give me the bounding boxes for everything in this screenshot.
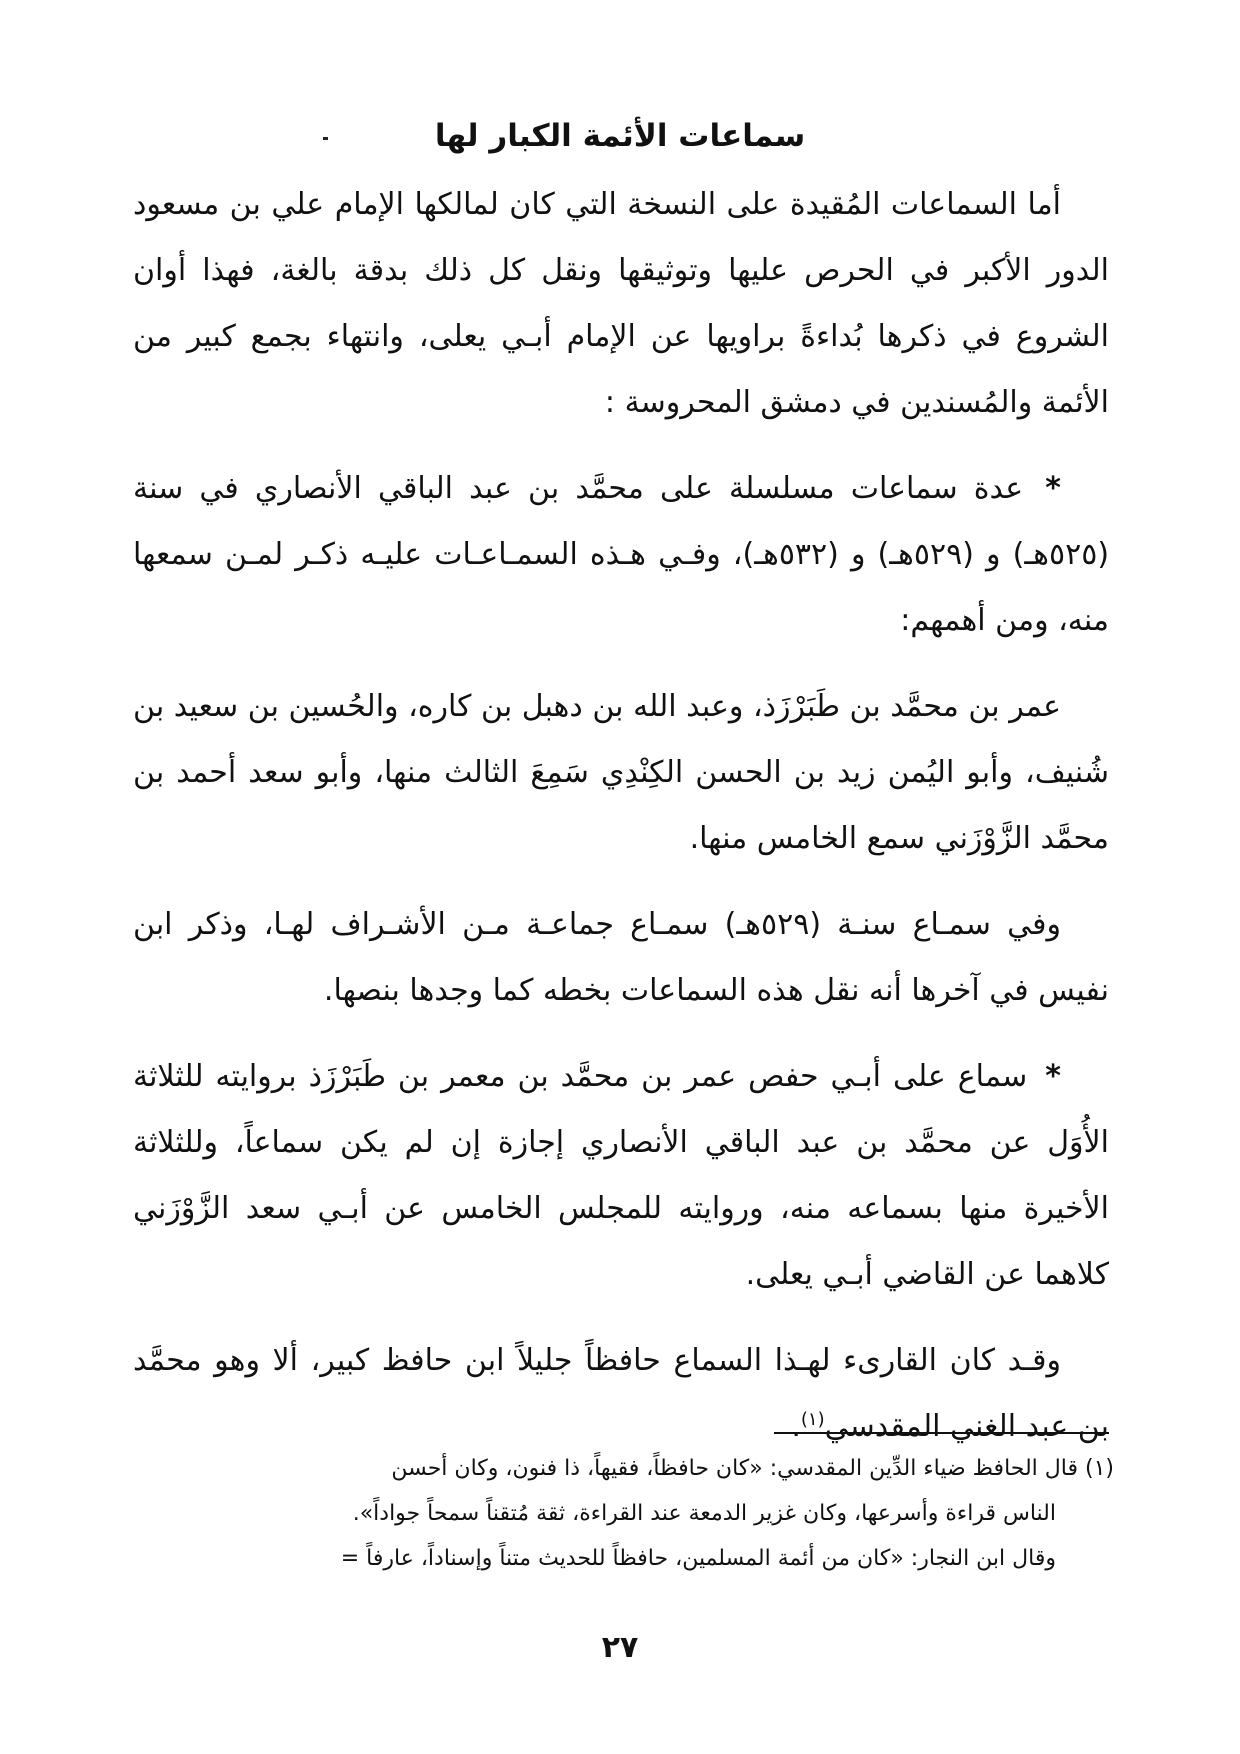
- bullet-asterisk: *: [1045, 1059, 1061, 1094]
- paragraph-text: عدة سماعات مسلسلة على محمَّد بن عبد الباقي الأنصاري في سنة (٥٢٥هـ) و (٥٢٩هـ) و (٥٣٢هـ)، وفـي هـذه السمـاعـات عليـه ذكـر لمـن سمعها منه، ومن أهمهم:: [133, 471, 1110, 638]
- main-text: [133, 172, 1109, 1478]
- paragraph-text: سماع على أبـي حفص عمر بن محمَّد بن معمر بن طَبَرْزَذ بروايته للثلاثة الأُوَل عن محمَّد بن عبد الباقي الأنصاري إجازة إن لم يكن سماعاً، وللثلاثة الأخيرة منها بسماعه منه، وروايته للمجلس الخامس عن أبـي سعد الزَّوْزَني كلاهما عن القاضي أبـي يعلى.: [133, 1059, 1109, 1292]
- paragraph-tabarzad-samaa: [133, 1044, 1109, 1308]
- paragraph-year-529: وفي سمـاع سنـة (٥٢٩هـ) سمـاع جماعـة مـن الأشـراف لهـا، وذكر ابن نفيس في آخرها أنه نقل هذه السماعات بخطه كما وجدها بنصها.: [133, 907, 1109, 1008]
- header-ink-dot: [323, 137, 328, 140]
- footnote-line-3: وقال ابن النجار: «كان من أئمة المسلمين، حافظاً للحديث متناً وإسناداً، عارفاً =: [340, 1546, 1056, 1571]
- footnote-line-1: (١) قال الحافظ ضياء الدِّين المقدسي: «كان حافظاً، فقيهاً، ذا فنون، وكان أحسن: [391, 1456, 1114, 1481]
- footnote-line-2: الناس قراءة وأسرعها، وكان غزير الدمعة عند القراءة، ثقة مُتقناً سمحاً جواداً».: [352, 1501, 1056, 1526]
- paragraph-ansari-samaat: [133, 456, 1109, 654]
- footnote-separator-rule: [774, 1432, 1109, 1434]
- page-number: ٢٧: [601, 1630, 639, 1665]
- paragraph-reader: [133, 1328, 1109, 1460]
- paragraph-end-mark: .: [791, 1409, 801, 1444]
- paragraph-intro: أما السماعات المُقيدة على النسخة التي كان لمالكها الإمام علي بن مسعود الدور الأكبر في الحرص عليها وتوثيقها ونقل كل ذلك بدقة بالغة، فهذا أوان الشروع في ذكرها بُداءةً براويها عن الإمام أبـي يعلى، وانتهاء بجمع كبير من الأئمة والمُسندين في دمشق المحروسة :: [133, 187, 1109, 420]
- footnotes: [128, 1446, 1114, 1581]
- running-header-title: سماعات الأئمة الكبار لها: [434, 118, 806, 154]
- paragraph-listeners: عمر بن محمَّد بن طَبَرْزَذ، وعبد الله بن دهبل بن كاره، والحُسين بن سعيد بن شُنيف، وأبو اليُمن زيد بن الحسن الكِنْدِي سَمِعَ الثالث منها، وأبو سعد أحمد بن محمَّد الزَّوْزَني سمع الخامس منها.: [133, 689, 1109, 856]
- paragraph-text: وقـد كان القارىء لهـذا السماع حافظاً جليلاً ابن حافظ كبير، ألا وهو محمَّد بن عبد الغني المقدسي: [133, 1343, 1109, 1444]
- footnote-reference[interactable]: (١): [800, 1409, 825, 1430]
- bullet-asterisk: *: [1045, 471, 1061, 506]
